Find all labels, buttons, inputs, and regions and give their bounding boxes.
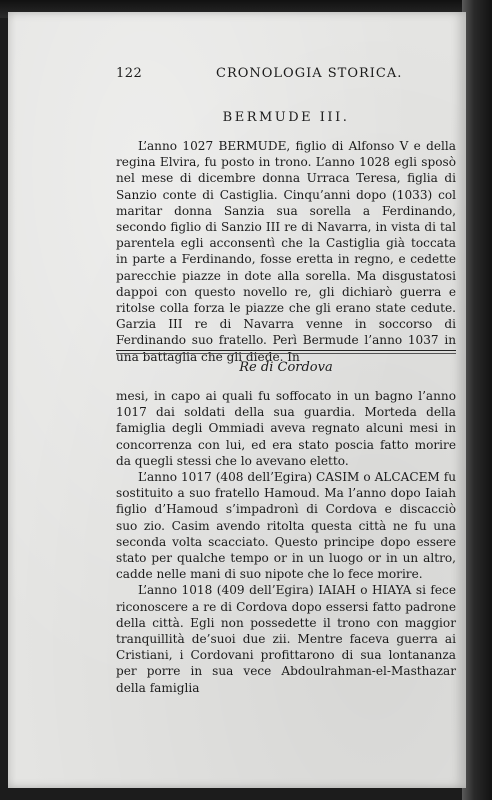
section-divider — [116, 350, 456, 351]
book-page — [8, 12, 466, 788]
section-paragraph: L’anno 1027 BERMUDE, figlio di Alfonso V e della regina Elvira, fu posto in trono. L’anno 1028 egli sposò nel mese di dicembre donna Urraca Teresa, figlia di Sanzio conte di Castiglia. Cinqu’anni dopo (1033) col maritar donna Sanzia sua sorella a Ferdinando, secondo figlio di Sanzio III re di Navarra, in vista di tal parentela egli acconsentì che la Castiglia già toccata in parte a Ferdinando, fosse eretta in regno, e cedette parecchie piazze in dote alla sorella. Ma disgustatosi dappoi con questo novello re, gli dichiarò guerra e ritolse colla forza le piazze che gli erano state cedute. Garzia III re di Navarra venne in soccorso di Ferdinando suo fratello. Perì Bermude l’anno 1037 in una battaglia che gli diede. In — [116, 139, 456, 364]
subsection-title: Re di Cordova — [239, 360, 333, 375]
subsection-paragraph: L’anno 1018 (409 dell’Egira) IAIAH o HIAYA si fece riconoscere a re di Cordova dopo essersi fatto padrone della città. Egli non possedette il trono con maggior tranquillità de’suoi due zii. Mentre faceva guerra ai Cristiani, i Cordovani profittarono di sua lontananza per porre in sua vece Abdoulrahman-el-Masthazar della famiglia — [116, 583, 456, 695]
subsection-paragraph: L’anno 1017 (408 dell’Egira) CASIM o ALCACEM fu sostituito a suo fratello Hamoud. Ma l’anno dopo Iaiah figlio d’Hamoud s’impadronì di Cordova e discacciò suo zio. Casim avendo ritolta questa città ne fu una seconda volta scacciato. Questo principe dopo essere stato per qualche tempo or in un luogo or in un altro, cadde nelle mani di suo nipote che lo fece morire. — [116, 470, 456, 582]
subsection-body — [116, 388, 456, 696]
running-title: CRONOLOGIA STORICA. — [216, 66, 403, 81]
page-number: 122 — [116, 66, 143, 81]
section-title: BERMUDE III. — [222, 110, 350, 125]
subsection-paragraph: mesi, in capo ai quali fu soffocato in un bagno l’anno 1017 dai soldati della sua guardia. Morteda della famiglia degli Ommiadi aveva regnato alcuni mesi in concorrenza con lui, ed era stato poscia fatto morire da quegli stessi che lo avevano eletto. — [116, 389, 456, 468]
section-divider-thin — [116, 353, 456, 354]
page-header — [116, 66, 456, 86]
book-spine-edge — [462, 0, 492, 800]
